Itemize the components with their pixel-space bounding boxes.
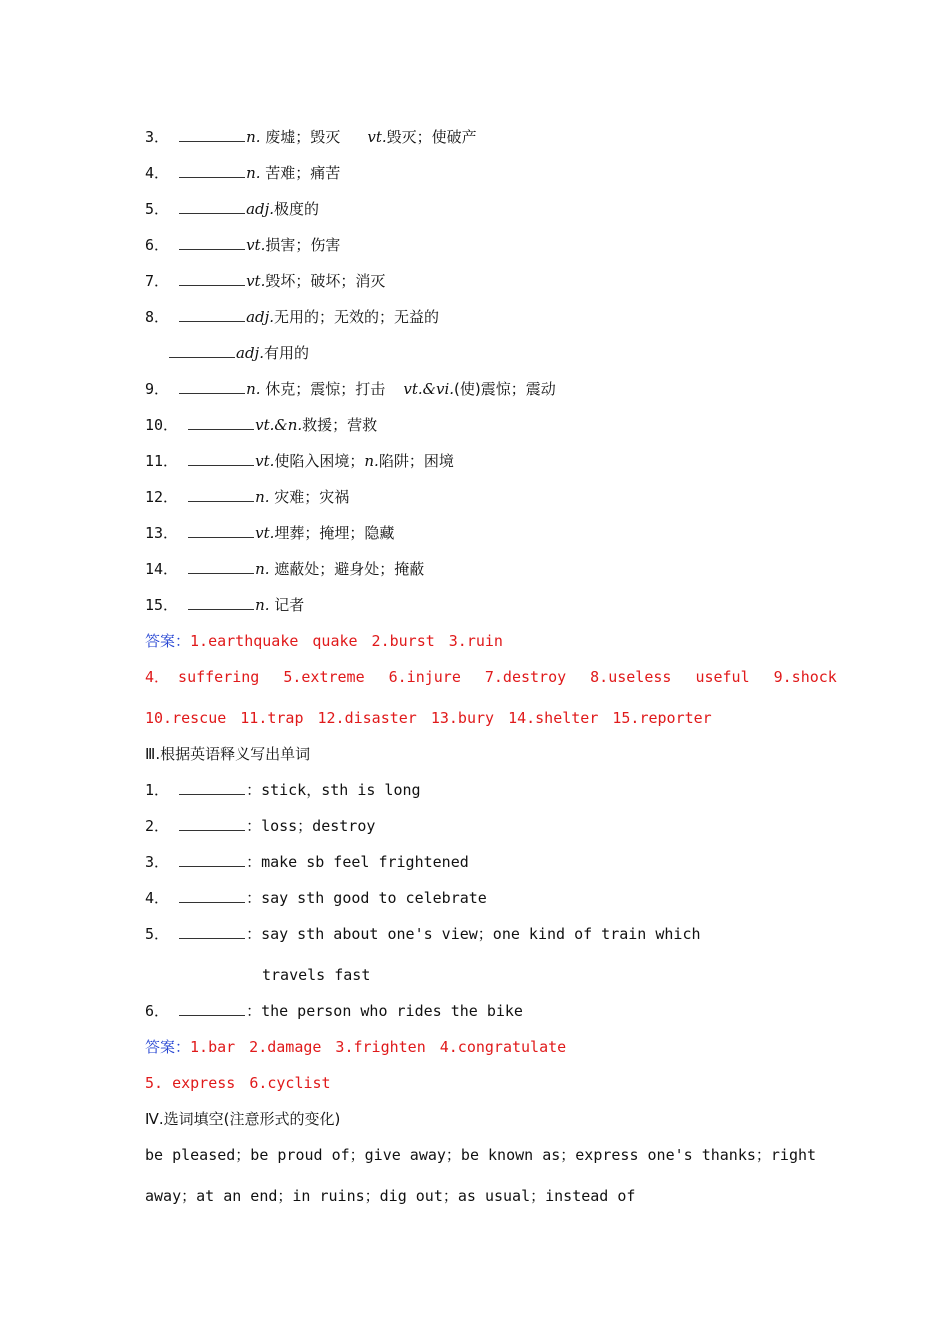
vocab-item: 5． adj.极度的 bbox=[145, 200, 320, 218]
word-bank-line: be pleased；be proud of；give away；be known as；express one's thanks；right bbox=[145, 1146, 817, 1164]
definition-item: 4． ：say sth good to celebrate bbox=[145, 889, 487, 907]
answer-blank[interactable] bbox=[188, 415, 254, 430]
answer-blank[interactable] bbox=[179, 1001, 245, 1016]
answer-blank[interactable] bbox=[179, 199, 245, 214]
vocab-item: 13． vt.埋葬；掩埋；隐藏 bbox=[145, 524, 395, 542]
vocab-item: adj.有用的 bbox=[168, 343, 309, 363]
answer-blank[interactable] bbox=[179, 816, 245, 831]
answer-blank[interactable] bbox=[188, 451, 254, 466]
answer-blank[interactable] bbox=[179, 307, 245, 322]
vocab-item: 9． n. 休克；震惊；打击 vt.&vi.(使)震惊；震动 bbox=[145, 380, 556, 398]
section-heading: Ⅳ.选词填空(注意形式的变化) bbox=[145, 1110, 341, 1128]
definition-item: 5． ：say sth about one's view；one kind of train which bbox=[145, 925, 701, 943]
answer-blank[interactable] bbox=[179, 888, 245, 903]
answer-blank[interactable] bbox=[179, 271, 245, 286]
answer-blank[interactable] bbox=[188, 559, 254, 574]
answer-blank[interactable] bbox=[188, 487, 254, 502]
word-bank-line: away；at an end；in ruins；dig out；as usual；instead of bbox=[145, 1187, 636, 1205]
vocab-item: 6． vt.损害；伤害 bbox=[145, 236, 341, 254]
answer-blank[interactable] bbox=[179, 163, 245, 178]
answer-blank[interactable] bbox=[179, 924, 245, 939]
answers-line: 答案：1.bar 2.damage 3.frighten 4.congratulate bbox=[145, 1038, 567, 1056]
answer-blank[interactable] bbox=[188, 523, 254, 538]
answer-blank[interactable] bbox=[179, 235, 245, 250]
answer-label: 答案： bbox=[145, 632, 191, 650]
vocab-item: 15． n. 记者 bbox=[145, 596, 305, 614]
answer-blank[interactable] bbox=[179, 852, 245, 867]
vocab-item: 7． vt.毁坏；破坏；消灭 bbox=[145, 272, 386, 290]
vocab-item: 11． vt.使陷入困境；n.陷阱；困境 bbox=[145, 452, 454, 470]
vocab-item: 4． n. 苦难；痛苦 bbox=[145, 164, 341, 182]
answer-blank[interactable] bbox=[169, 343, 235, 358]
vocab-item: 14． n. 遮蔽处；避身处；掩蔽 bbox=[145, 560, 425, 578]
vocab-item: 10． vt.&n.救援；营救 bbox=[145, 416, 378, 434]
definition-item: 6． ：the person who rides the bike bbox=[145, 1002, 523, 1020]
vocab-item: 12． n. 灾难；灾祸 bbox=[145, 488, 350, 506]
definition-item: 3． ：make sb feel frightened bbox=[145, 853, 469, 871]
answer-blank[interactable] bbox=[179, 379, 245, 394]
definition-item: 2． ：loss；destroy bbox=[145, 817, 376, 835]
definition-continuation: travels fast bbox=[262, 966, 371, 984]
definition-item: 1． ：stick，sth is long bbox=[145, 781, 421, 799]
answer-label: 答案： bbox=[145, 1038, 191, 1056]
answers-line: 5. express 6.cyclist bbox=[145, 1074, 331, 1092]
vocab-item: 3． n. 废墟；毁灭 vt.毁灭；使破产 bbox=[145, 128, 477, 146]
answers-line: 10.rescue 11.trap 12.disaster 13.bury 14.shelter 15.reporter bbox=[145, 709, 712, 727]
answer-blank[interactable] bbox=[188, 595, 254, 610]
section-heading: Ⅲ.根据英语释义写出单词 bbox=[145, 745, 311, 763]
answers-line: 答案：1.earthquake quake 2.burst 3.ruin bbox=[145, 632, 503, 650]
answer-blank[interactable] bbox=[179, 780, 245, 795]
vocab-item: 8． adj.无用的；无效的；无益的 bbox=[145, 308, 440, 326]
answer-blank[interactable] bbox=[179, 127, 245, 142]
answers-line: 4． suffering 5.extreme 6.injure 7.destroy 8.useless useful 9.shock bbox=[145, 668, 837, 686]
